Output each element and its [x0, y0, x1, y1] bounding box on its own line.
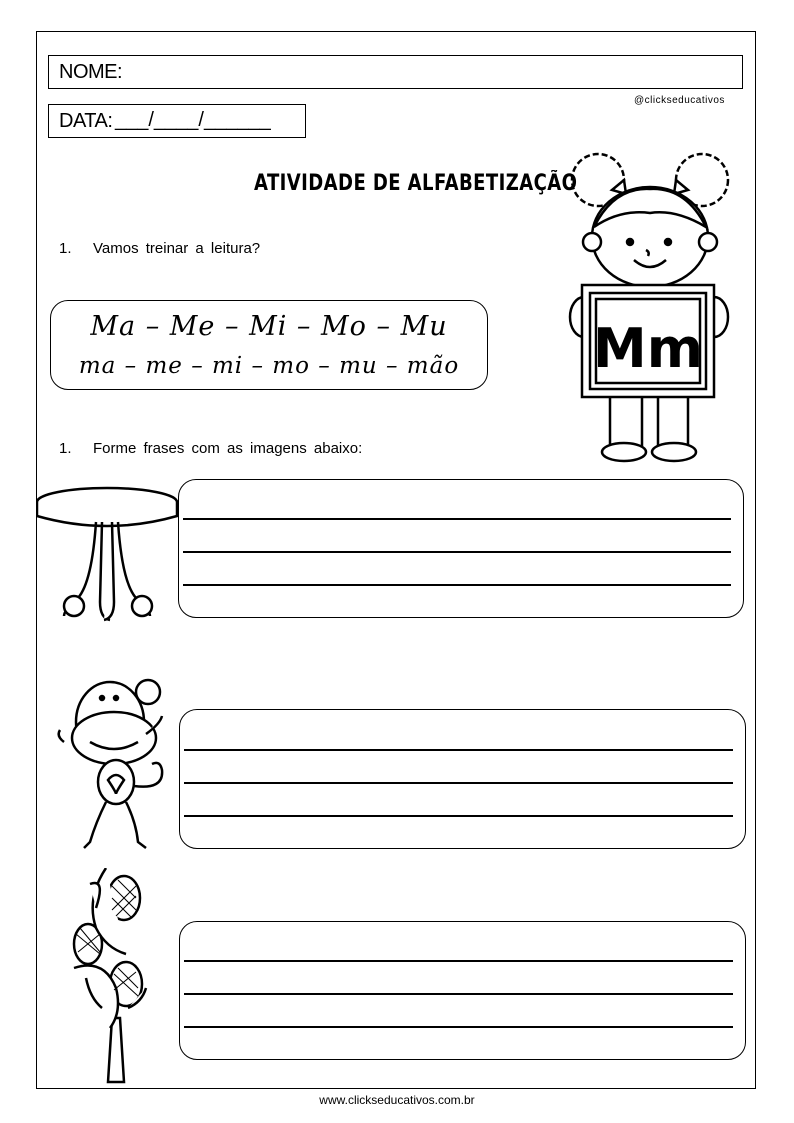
corn-icon: [66, 868, 154, 1086]
name-label: NOME:: [59, 61, 123, 83]
girl-mascot-icon: [560, 142, 740, 467]
table-icon: [36, 482, 181, 630]
answer-line[interactable]: [183, 551, 731, 553]
date-blanks: ___/____/______: [115, 109, 271, 131]
syllables-lowercase: ma – me – mi – mo – mu – mão: [78, 353, 460, 379]
page-title: ATIVIDADE DE ALFABETIZAÇÃO: [254, 171, 578, 196]
date-label: DATA:: [59, 110, 113, 132]
answer-box-table[interactable]: [178, 479, 744, 618]
answer-line[interactable]: [183, 518, 731, 520]
question-2-text: Forme frases com as imagens abaixo:: [93, 440, 363, 457]
question-1-number: 1.: [59, 240, 72, 257]
answer-line[interactable]: [184, 960, 733, 962]
syllable-box: [50, 300, 488, 390]
answer-line[interactable]: [184, 782, 733, 784]
monkey-icon: [50, 672, 175, 854]
answer-line[interactable]: [183, 584, 731, 586]
answer-line[interactable]: [184, 1026, 733, 1028]
name-field[interactable]: [48, 55, 743, 89]
footer-url: www.clickseducativos.com.br: [319, 1093, 475, 1107]
syllables-uppercase: Ma – Me – Mi – Mo – Mu: [90, 311, 448, 342]
mascot-letters: Mm: [592, 317, 704, 380]
answer-box-corn[interactable]: [179, 921, 746, 1060]
answer-line[interactable]: [184, 815, 733, 817]
question-2-number: 1.: [59, 440, 72, 457]
watermark-handle: @clickseducativos: [634, 95, 725, 106]
question-1-text: Vamos treinar a leitura?: [93, 240, 261, 257]
answer-box-monkey[interactable]: [179, 709, 746, 849]
answer-line[interactable]: [184, 993, 733, 995]
answer-line[interactable]: [184, 749, 733, 751]
date-field[interactable]: [48, 104, 306, 138]
